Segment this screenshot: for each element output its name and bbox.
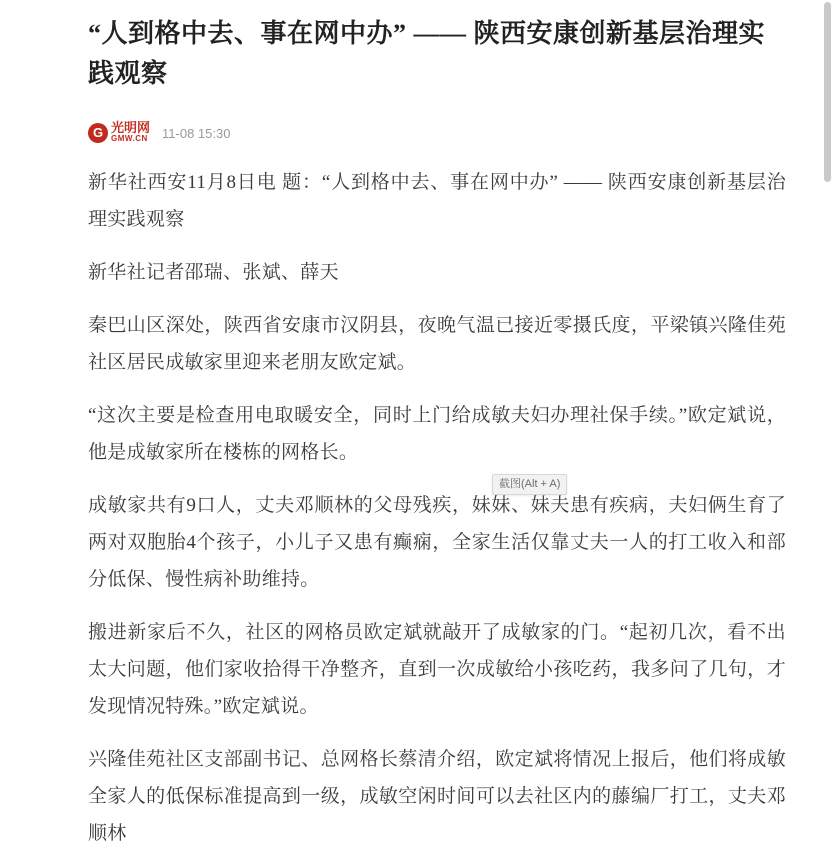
source-name-cn: 光明网 (111, 120, 151, 135)
paragraph: 搬进新家后不久，社区的网格员欧定斌就敲开了成敏家的门。“起初几次，看不出太大问题，他们家收拾得干净整齐，直到一次成敏给小孩吃药，我多问了几句，才发现情况特殊。”欧定斌说。 (88, 622, 786, 717)
page-title: “人到格中去、事在网中办” —— 陕西安康创新基层治理实践观察 (88, 19, 766, 88)
timestamp: 11-08 15:30 (162, 125, 231, 141)
scrollbar-track[interactable] (823, 0, 832, 754)
paragraph: 新华社记者邵瑞、张斌、薛天 (88, 262, 339, 283)
article-meta (88, 120, 786, 146)
source-name (111, 122, 150, 144)
logo-mark-icon: G (88, 123, 108, 143)
paragraph: 秦巴山区深处，陕西省安康市汉阴县，夜晚气温已接近零摄氏度，平梁镇兴隆佳苑社区居民成敏家里迎来老朋友欧定斌。 (88, 315, 786, 373)
scrollbar-thumb[interactable] (824, 2, 831, 182)
paragraph: 成敏家共有9口人，丈夫邓顺林的父母残疾，妹妹、妹夫患有疾病，夫妇俩生育了两对双胞胎4个孩子，小儿子又患有癫痫，全家生活仅靠丈夫一人的打工收入和部分低保、慢性病补助维持。 (88, 495, 786, 590)
source-name-en: GMW.CN (111, 134, 148, 143)
paragraph: 兴隆佳苑社区支部副书记、总网格长蔡清介绍，欧定斌将情况上报后，他们将成敏全家人的低保标准提高到一级，成敏空闲时间可以去社区内的藤编厂打工，丈夫邓顺林 (88, 749, 786, 844)
article-body (88, 164, 786, 852)
screenshot-tooltip: 截图(Alt + A) (492, 474, 567, 495)
source-logo (88, 121, 150, 145)
paragraph: “这次主要是检查用电取暖安全，同时上门给成敏夫妇办理社保手续。”欧定斌说，他是成敏家所在楼栋的网格长。 (88, 405, 786, 463)
paragraph: 新华社西安11月8日电 题：“人到格中去、事在网中办” —— 陕西安康创新基层治理实践观察 (88, 172, 786, 230)
